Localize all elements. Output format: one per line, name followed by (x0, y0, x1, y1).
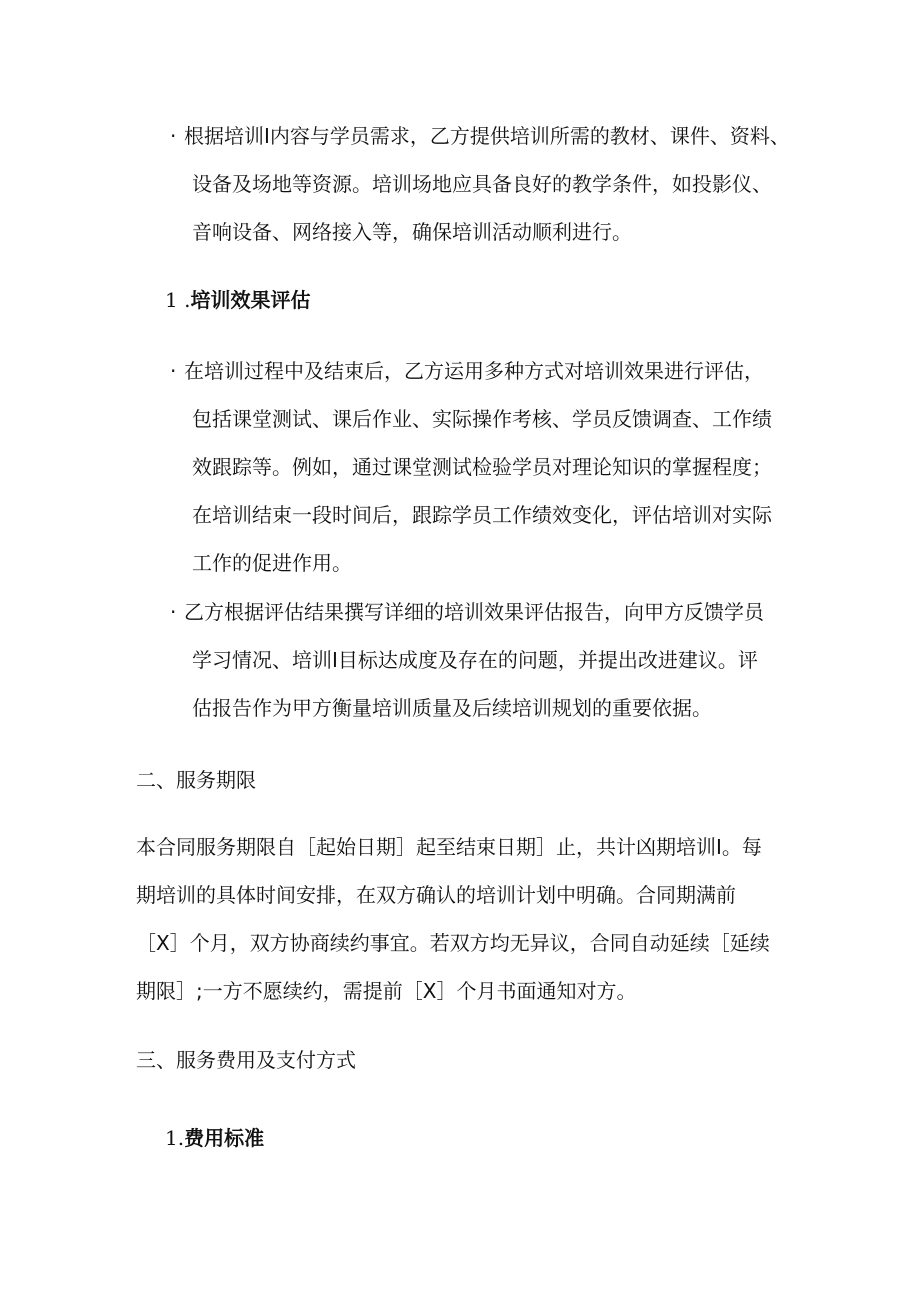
paragraph-line: 根据培训I内容与学员需求，乙方提供培训所需的教材、课件、资料、 (184, 124, 790, 148)
subheading-training-evaluation (165, 286, 310, 314)
section-title-fees-payment: 三、服务费用及支付方式 (136, 1048, 356, 1072)
paragraph-line: 设备及场地等资源。培训场地应具备良好的教学条件，如投影仪、 (192, 172, 772, 196)
paragraph-line: 在培训结束一段时间后，跟踪学员工作绩效变化，评估培训对实际 (192, 503, 772, 527)
bullet-resources (170, 112, 810, 256)
paragraph-line: 学习情况、培训I目标达成度及存在的问题，并提出改进建议。评 (192, 648, 758, 672)
paragraph-line: 乙方根据评估结果撰写详细的培训效果评估报告，向甲方反馈学员 (184, 600, 764, 624)
paragraph-service-period (136, 823, 786, 1015)
bullet-marker: · (170, 600, 177, 624)
bullet-marker: · (170, 359, 177, 383)
paragraph-line: 本合同服务期限自［起始日期］起至结束日期］止，共计凶期培训I。每 (136, 835, 762, 859)
section-title-service-period: 二、服务期限 (136, 768, 256, 792)
paragraph-line: 期限］;一方不愿续约，需提前［X］个月书面通知对方。 (136, 979, 637, 1003)
paragraph-line: 音响设备、网络接入等，确保培训活动顺利进行。 (192, 220, 632, 244)
bullet-marker: · (170, 124, 177, 148)
heading-number: 1. (165, 1126, 185, 1150)
paragraph-line: ［X］个月，双方协商续约事宜。若双方均无异议，合同自动延续［延续 (136, 931, 770, 955)
paragraph-line: 效跟踪等。例如，通过课堂测试检验学员对理论知识的掌握程度； (192, 455, 772, 479)
paragraph-line: 在培训过程中及结束后，乙方运用多种方式对培训效果进行评估， (184, 359, 764, 383)
heading-number: 1 . (165, 288, 191, 312)
subheading-fee-standard (165, 1124, 264, 1152)
heading-text: 费用标准 (184, 1126, 265, 1150)
bullet-evaluation-report (170, 588, 810, 732)
paragraph-line: 期培训的具体时间安排，在双方确认的培训计划中明确。合同期满前 (136, 883, 736, 907)
paragraph-line: 工作的促进作用。 (192, 551, 352, 575)
paragraph-line: 包括课堂测试、课后作业、实际操作考核、学员反馈调查、工作绩 (192, 407, 772, 431)
bullet-evaluation-methods (170, 347, 810, 587)
paragraph-line: 估报告作为甲方衡量培训质量及后续培训规划的重要依据。 (192, 696, 712, 720)
heading-text: 培训效果评估 (190, 288, 311, 312)
